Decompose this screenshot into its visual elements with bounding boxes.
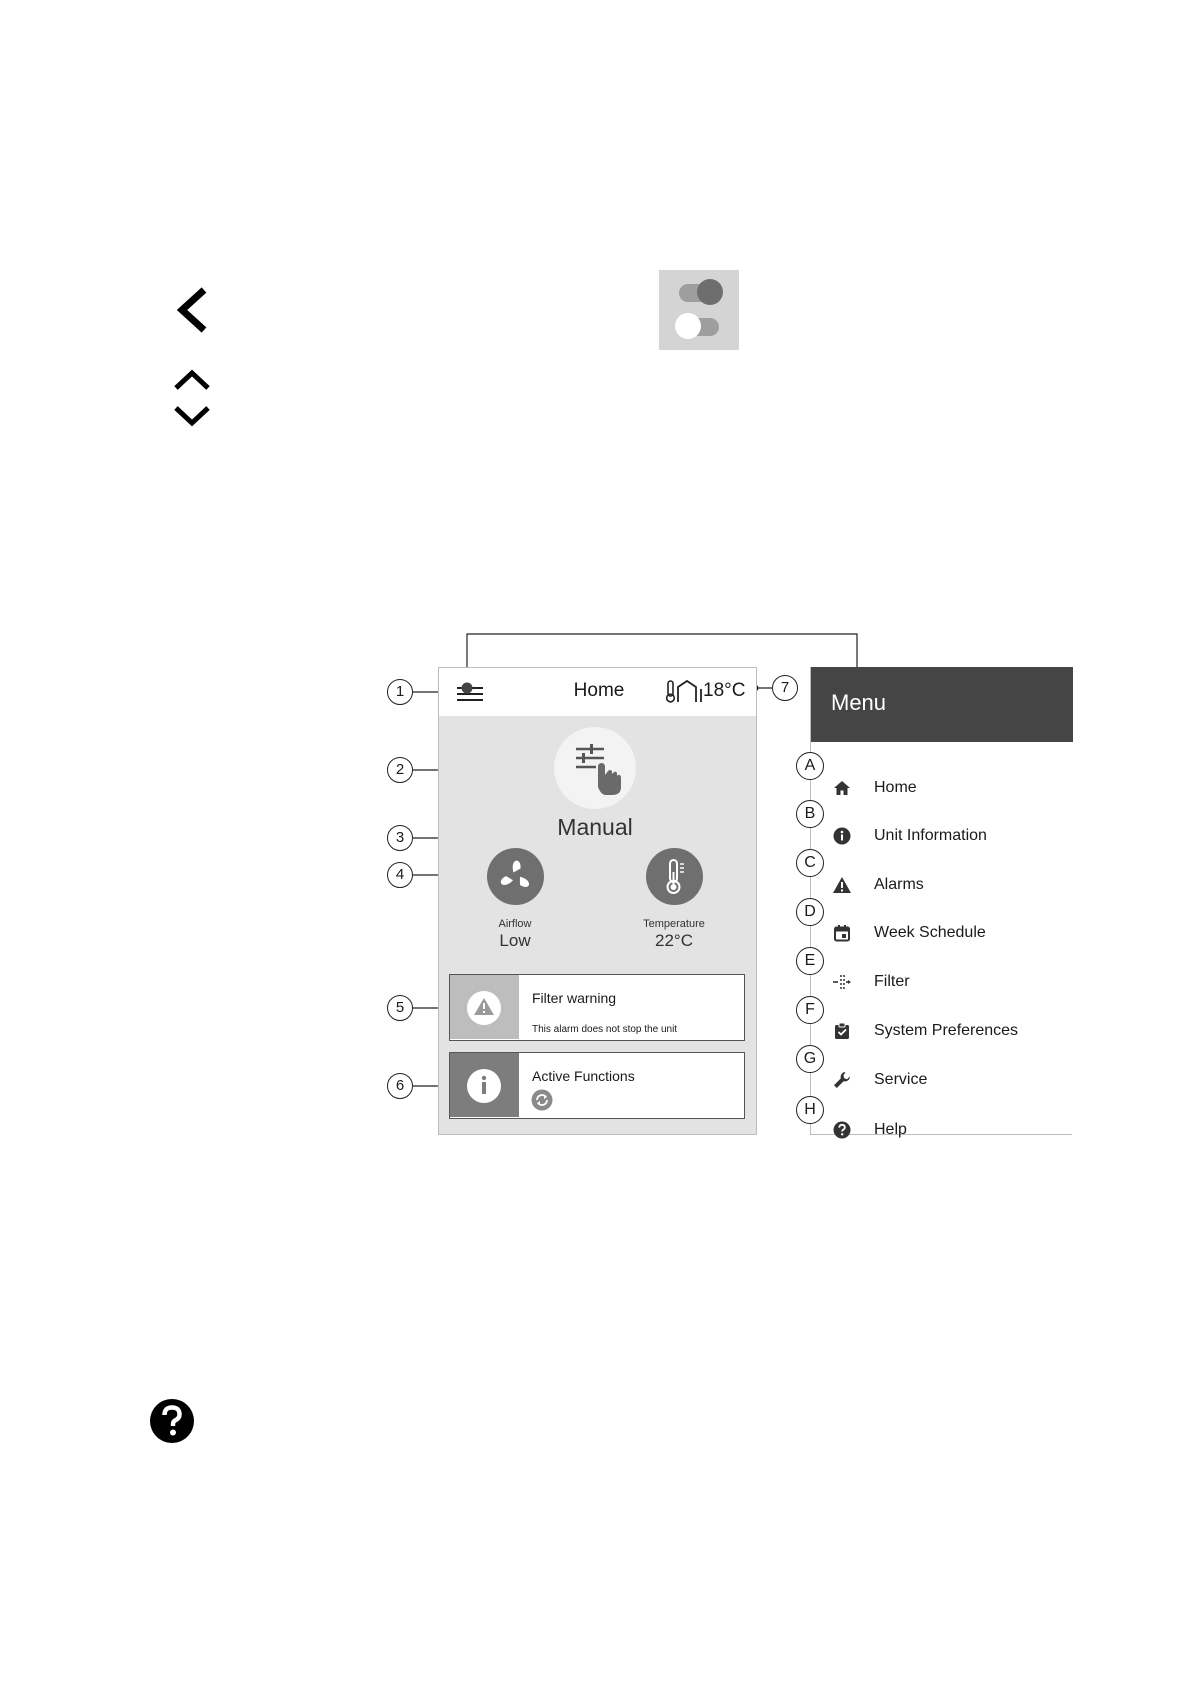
menu-title: Menu: [831, 690, 887, 715]
temperature-label: Temperature: [643, 918, 705, 930]
home-screen: [438, 667, 757, 1135]
menu-header: [811, 667, 1073, 742]
callout-3: 3: [387, 825, 413, 851]
menu-item-system-preferences[interactable]: [811, 1011, 1073, 1051]
menu-label-filter: Filter: [874, 973, 910, 990]
menu-item-week-schedule[interactable]: [811, 913, 1073, 953]
alarm-card[interactable]: [449, 974, 745, 1041]
callout-5: 5: [387, 995, 413, 1021]
home-icon: [832, 778, 852, 798]
warning-icon: [832, 875, 852, 895]
info-icon: [450, 1053, 519, 1117]
menu-item-help[interactable]: [811, 1110, 1073, 1150]
alarm-card-title: Filter warning: [532, 990, 617, 1006]
mode-label: Manual: [557, 814, 633, 840]
thermometer-icon: [646, 848, 703, 905]
menu-item-home[interactable]: [811, 768, 1073, 808]
screen-title: Home: [573, 680, 625, 701]
airflow-label: Airflow: [498, 918, 532, 930]
callout-C: C: [796, 849, 824, 877]
menu-item-service[interactable]: [811, 1060, 1073, 1100]
menu-label-system-preferences: System Preferences: [874, 1022, 1019, 1039]
menu-label-alarms: Alarms: [874, 876, 924, 893]
temperature-button[interactable]: [646, 848, 703, 905]
warning-icon: [450, 975, 519, 1039]
menu-item-filter[interactable]: [811, 962, 1073, 1002]
airflow-value: Low: [499, 931, 531, 950]
filter-icon: [832, 972, 852, 992]
airflow-button[interactable]: [487, 848, 544, 905]
menu-item-alarms[interactable]: [811, 865, 1073, 905]
help-icon: [832, 1120, 852, 1140]
alarm-card-subtitle: This alarm does not stop the unit: [532, 1024, 678, 1035]
active-functions-card[interactable]: [449, 1052, 745, 1119]
fan-icon: [487, 848, 544, 905]
menu-label-home: Home: [874, 779, 917, 796]
menu-label-unit-information: Unit Information: [874, 827, 987, 844]
active-functions-title: Active Functions: [532, 1068, 635, 1084]
sync-icon: [531, 1089, 553, 1116]
outdoor-temp-icon: [665, 678, 703, 709]
menu-sliders-icon[interactable]: [455, 680, 485, 711]
callout-6: 6: [387, 1073, 413, 1099]
outdoor-temperature: 18°C: [703, 680, 746, 701]
menu-label-service: Service: [874, 1071, 928, 1088]
wrench-icon: [832, 1070, 852, 1090]
callout-B: B: [796, 800, 824, 828]
callout-1: 1: [387, 679, 413, 705]
callout-D: D: [796, 898, 824, 926]
manual-mode-icon: [554, 727, 636, 809]
help-icon[interactable]: [148, 1397, 196, 1450]
active-functions-side: [450, 1053, 519, 1117]
clipboard-check-icon: [832, 1021, 852, 1041]
screen-header: [439, 668, 756, 716]
alarm-card-side: [450, 975, 519, 1039]
callout-E: E: [796, 947, 824, 975]
callout-G: G: [796, 1045, 824, 1073]
menu-label-week-schedule: Week Schedule: [874, 924, 986, 941]
callout-H: H: [796, 1096, 824, 1124]
calendar-icon: [832, 923, 852, 943]
callout-7: 7: [772, 675, 798, 701]
mode-button[interactable]: [554, 727, 636, 809]
callout-2: 2: [387, 757, 413, 783]
callout-F: F: [796, 996, 824, 1024]
menu-panel: [810, 667, 1072, 1138]
callout-A: A: [796, 752, 824, 780]
info-icon: [832, 826, 852, 846]
callout-4: 4: [387, 862, 413, 888]
temperature-value: 22°C: [655, 931, 693, 950]
menu-label-help: Help: [874, 1121, 907, 1138]
menu-item-unit-information[interactable]: [811, 816, 1073, 856]
